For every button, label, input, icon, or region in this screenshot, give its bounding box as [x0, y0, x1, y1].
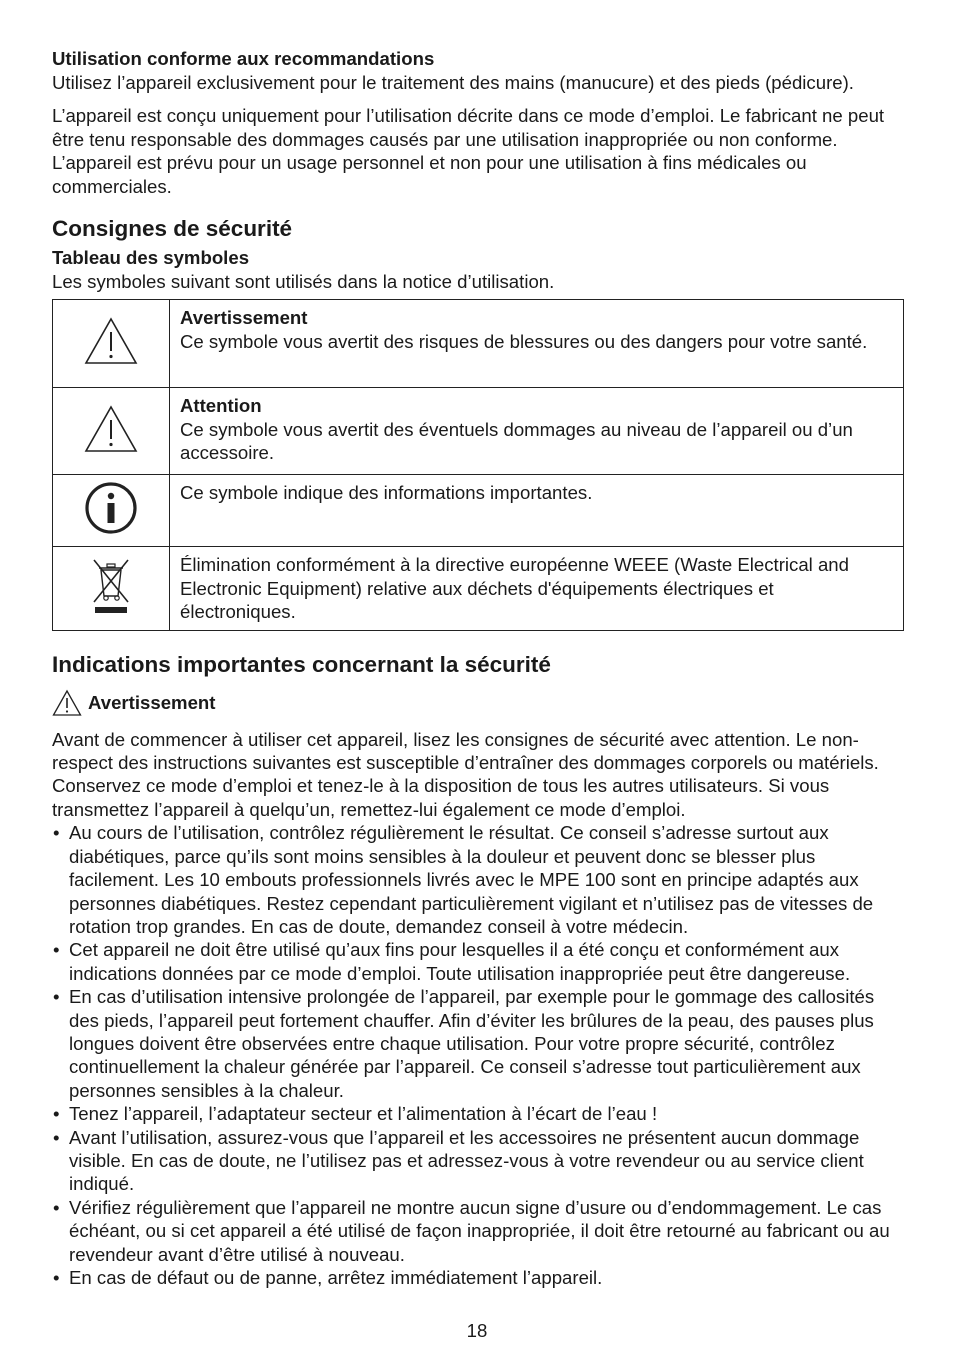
intended-use-heading: Utilisation conforme aux recommandations [52, 48, 435, 69]
warning-label-row [52, 689, 904, 717]
symbol-cell [53, 475, 170, 547]
symbol-table-heading: Tableau des symboles [52, 247, 250, 269]
symbol-cell [53, 300, 170, 388]
symbol-cell [53, 388, 170, 475]
table-row [53, 475, 904, 547]
list-item: • Cet appareil ne doit être utilisé qu’aux fins pour lesquelles il a été conçu et conformément aux indications données par ce mode d’emploi. Toute utilisation inappropriée peut être dangereuse. [52, 938, 904, 985]
list-item: • Vérifiez régulièrement que l’appareil ne montre aucun signe d’usure ou d’endommagement. Le cas échéant, ou si cet appareil a été utilisé de façon inappropriée, il doit être retourné au fabricant ou au revendeur avant d’être utilisé à nouveau. [52, 1196, 904, 1266]
page-content [52, 47, 904, 1289]
list-item: • Au cours de l’utilisation, contrôlez régulièrement le résultat. Ce conseil s’adresse surtout aux diabétiques, parce qu’ils sont moins sensibles à la douleur et peuvent donc se blesser plus facilement. Les 10 embouts professionnels livrés avec le MPE 100 sont en principe adaptés aux personnes diabétiques. Restez cependant particulièrement vigilant et n’utilisez pas de vitesses de rotation trop grandes. En cas de doute, demandez conseil à votre médecin. [52, 821, 904, 938]
info-circle-icon [84, 481, 138, 535]
symbol-text: Élimination conformément à la directive européenne WEEE (Waste Electrical and Electronic Equipment) relative aux déchets d'équipements électriques et électroniques. [180, 554, 849, 623]
important-intro: Avant de commencer à utiliser cet appareil, lisez les consignes de sécurité avec attention. Le non-respect des instructions suivantes est susceptible d’entraîner des dommages corporels ou matériels. Conservez ce mode d’emploi et tenez-le à la disposition de tous les autres utilisateurs. Si vous transmettez l’appareil à quelqu’un, remettez-lui également ce mode d’emploi. [52, 728, 879, 820]
symbol-text: Ce symbole vous avertit des risques de blessures ou des dangers pour votre santé. [180, 330, 868, 352]
symbol-table-intro: Les symboles suivant sont utilisés dans la notice d’utilisation. [52, 271, 555, 293]
safety-bullet-list [52, 821, 904, 1289]
list-item: • Avant l’utilisation, assurez-vous que l’appareil et les accessoires ne présentent aucun dommage visible. En cas de doute, ne l’utilisez pas et adressez-vous à votre revendeur ou au service client indiqué. [52, 1126, 904, 1196]
warning-triangle-icon [52, 689, 82, 717]
intended-use-paragraph-2: L’appareil est conçu uniquement pour l’utilisation décrite dans ce mode d’emploi. Le fabricant ne peut être tenu responsable des dommages causés par une utilisation inappropriée ou non conforme. L’appareil est prévu pour un usage personnel et non pour une utilisation à fins médicales ou commerciales. [52, 105, 885, 197]
symbol-text: Ce symbole indique des informations importantes. [180, 482, 593, 504]
symbol-text: Ce symbole vous avertit des éventuels dommages au niveau de l’appareil ou d’un accessoire. [180, 418, 853, 464]
page-number: 18 [466, 1320, 488, 1341]
table-row [53, 547, 904, 630]
warning-triangle-icon [84, 316, 138, 366]
caution-triangle-icon [84, 404, 138, 454]
symbol-description [170, 547, 904, 630]
list-item: • En cas d’utilisation intensive prolongée de l’appareil, par exemple pour le gommage des callosités des pieds, l’appareil peut fortement chauffer. Afin d’éviter les brûlures de la peau, des pauses plus longues doivent être observées entre chaque utilisation. Pour votre propre sécurité, contrôlez continuellement la chaleur générée par l’appareil. Ce conseil s’adresse tout particulièrement aux personnes sensibles à la chaleur. [52, 985, 904, 1102]
weee-bin-icon [90, 556, 132, 616]
symbol-description [170, 475, 904, 547]
symbol-description [170, 300, 904, 388]
symbol-title: Attention [180, 395, 262, 417]
list-item: • Tenez l’appareil, l’adaptateur secteur et l’alimentation à l’écart de l’eau ! [52, 1102, 904, 1125]
symbol-description [170, 388, 904, 475]
table-row [53, 388, 904, 475]
safety-heading: Consignes de sécurité [52, 216, 293, 242]
symbol-title: Avertissement [180, 307, 308, 329]
intended-use-paragraph-1: Utilisez l’appareil exclusivement pour le traitement des mains (manucure) et des pieds (pédicure). [52, 72, 854, 93]
symbol-table [52, 299, 904, 630]
list-item: • En cas de défaut ou de panne, arrêtez immédiatement l’appareil. [52, 1266, 904, 1289]
symbol-cell [53, 547, 170, 630]
warning-label: Avertissement [88, 691, 216, 713]
important-heading: Indications importantes concernant la sécurité [52, 651, 551, 677]
table-row [53, 300, 904, 388]
